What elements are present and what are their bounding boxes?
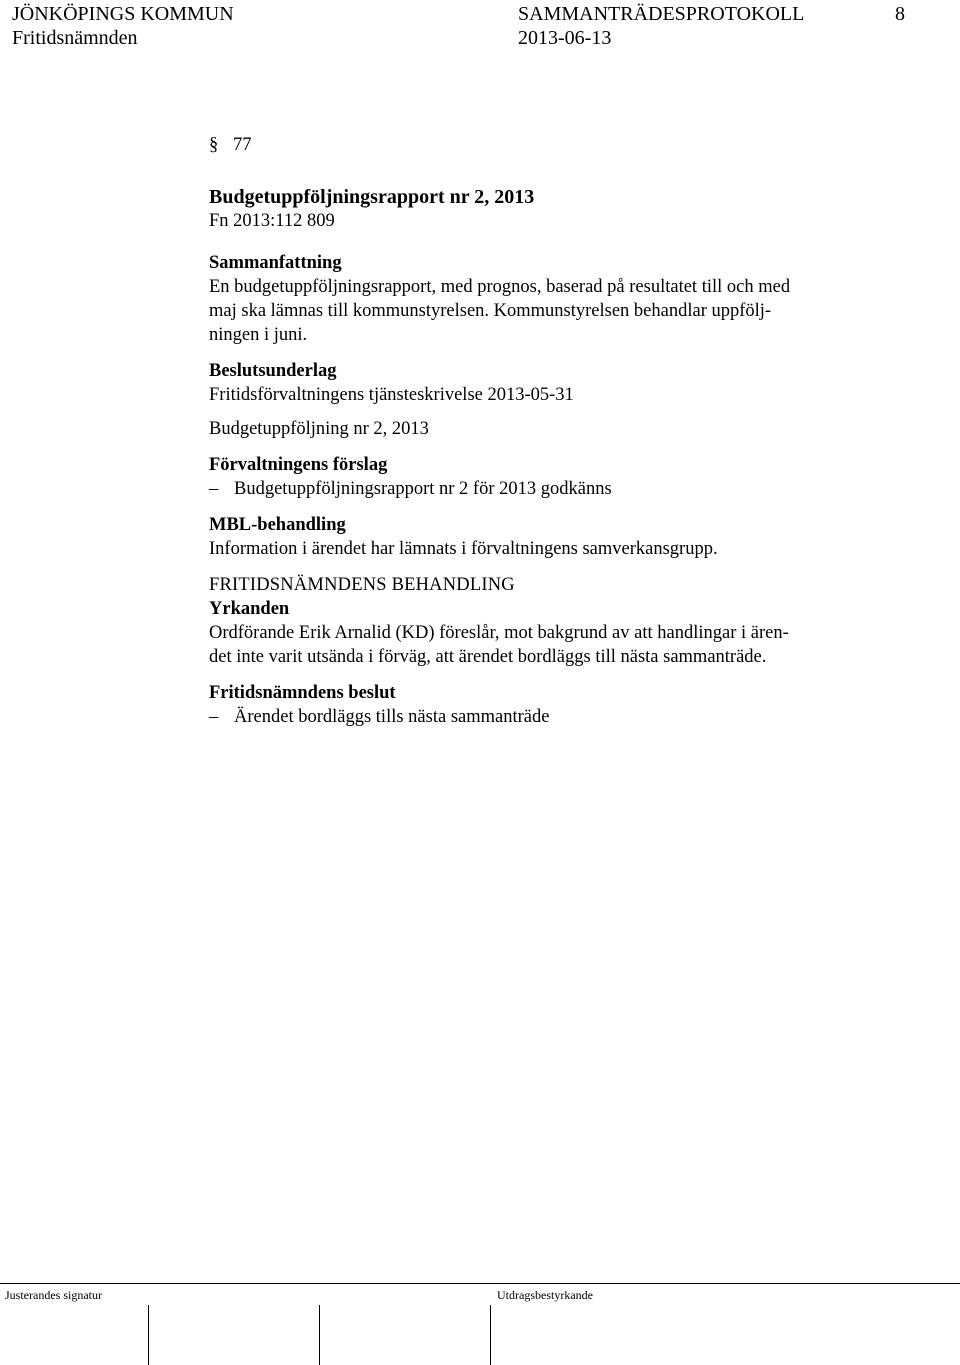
summary-line: ningen i juni. bbox=[209, 325, 308, 345]
dash-bullet: – bbox=[209, 707, 219, 727]
signature-box-divider bbox=[319, 1305, 320, 1365]
signature-box-divider bbox=[148, 1305, 149, 1365]
section-number: 77 bbox=[233, 135, 252, 155]
proposal-heading: Förvaltningens förslag bbox=[209, 455, 388, 475]
basis-block bbox=[209, 359, 889, 441]
basis-heading: Beslutsunderlag bbox=[209, 361, 337, 381]
organization-name: JÖNKÖPINGS KOMMUN bbox=[12, 3, 234, 25]
decision-heading: Fritidsnämndens beslut bbox=[209, 683, 396, 703]
signature-box-divider bbox=[490, 1305, 491, 1365]
mbl-text: Information i ärendet har lämnats i förvaltningens samverkansgrupp. bbox=[209, 539, 718, 559]
proposal-text: Budgetuppföljningsrapport nr 2 för 2013 godkänns bbox=[234, 479, 612, 499]
signature-footer bbox=[0, 1283, 960, 1365]
motion-line: det inte varit utsända i förväg, att ärendet bordläggs till nästa sammanträde. bbox=[209, 647, 767, 667]
protocol-body bbox=[209, 133, 889, 729]
summary-line: maj ska lämnas till kommunstyrelsen. Kommunstyrelsen behandlar uppfölj- bbox=[209, 301, 772, 321]
treatment-block bbox=[209, 573, 889, 669]
decision-text: Ärendet bordläggs tills nästa sammanträde bbox=[234, 707, 550, 727]
summary-heading: Sammanfattning bbox=[209, 253, 342, 273]
proposal-item bbox=[209, 477, 889, 501]
paragraph-symbol: § bbox=[209, 135, 219, 155]
meeting-date: 2013-06-13 bbox=[518, 27, 612, 49]
decision-block bbox=[209, 681, 889, 729]
signature-label: Justerandes signatur bbox=[5, 1288, 102, 1302]
basis-item: Fritidsförvaltningens tjänsteskrivelse 2013-05-31 bbox=[209, 385, 574, 405]
mbl-heading: MBL-behandling bbox=[209, 515, 346, 535]
page-header bbox=[0, 0, 960, 52]
document-type: SAMMANTRÄDESPROTOKOLL bbox=[518, 3, 805, 25]
summary-block bbox=[209, 251, 889, 347]
motion-line: Ordförande Erik Arnalid (KD) föreslår, mot bakgrund av att handlingar i ären- bbox=[209, 623, 789, 643]
case-reference: Fn 2013:112 809 bbox=[209, 211, 335, 231]
treatment-heading: FRITIDSNÄMNDENS BEHANDLING bbox=[209, 575, 515, 595]
page-number: 8 bbox=[895, 3, 905, 25]
section-number-line bbox=[209, 133, 889, 157]
mbl-block bbox=[209, 513, 889, 561]
dash-bullet: – bbox=[209, 479, 219, 499]
decision-item bbox=[209, 705, 889, 729]
basis-item: Budgetuppföljning nr 2, 2013 bbox=[209, 419, 429, 439]
footer-divider bbox=[0, 1283, 960, 1284]
section-title: Budgetuppföljningsrapport nr 2, 2013 bbox=[209, 186, 535, 208]
summary-line: En budgetuppföljningsrapport, med prognos, baserad på resultatet till och med bbox=[209, 277, 791, 297]
proposal-block bbox=[209, 453, 889, 501]
committee-name: Fritidsnämnden bbox=[12, 27, 138, 49]
certification-label: Utdragsbestyrkande bbox=[497, 1288, 593, 1302]
motions-heading: Yrkanden bbox=[209, 599, 290, 619]
